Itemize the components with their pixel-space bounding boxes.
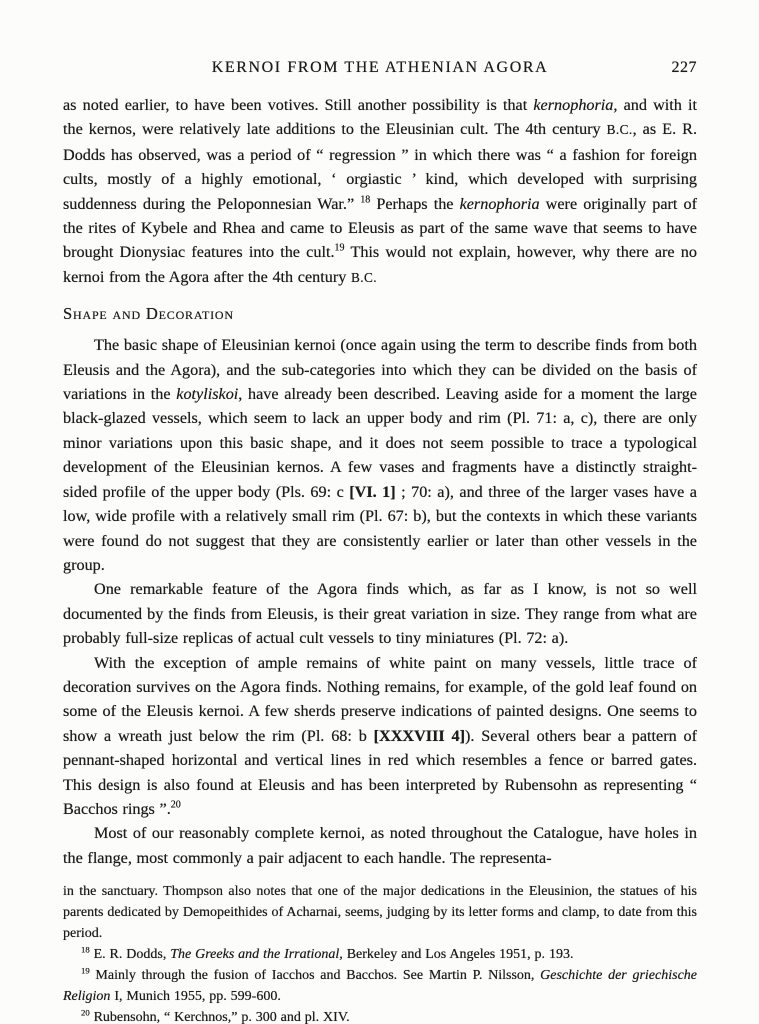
text-run: as noted earlier, to have been votives. Still another possibility is that <box>63 96 534 114</box>
text-run: This would not explain, however, why there are no kernoi from the Agora after the 4th century <box>63 243 697 286</box>
body-paragraph <box>63 651 697 822</box>
text-run: Rubensohn, “ Kerchnos,” p. 300 and pl. XIV. <box>89 1010 350 1024</box>
running-header-title: KERNOI FROM THE ATHENIAN AGORA <box>211 59 549 76</box>
footnote-reference: 18 <box>81 944 90 955</box>
page-number: 227 <box>671 59 697 76</box>
text-run: [VI. 1] <box>349 482 396 501</box>
text-run: kernophoria, <box>533 96 618 114</box>
page-content <box>63 58 697 1024</box>
text-run: Perhaps the <box>370 194 460 213</box>
footnotes-section <box>63 881 697 1024</box>
text-run: One remarkable feature of the Agora finds which, as far as I know, is not so well documented by the finds from Eleusis, is their great variation in size. They range from what are probably full-size replicas of actual cult vessels to tiny miniatures (Pl. 72: a). <box>63 580 697 648</box>
text-run: B.C. <box>350 269 377 285</box>
footnote-reference: 20 <box>170 799 181 811</box>
text-run: in the sanctuary. Thompson also notes that one of the major dedications in the Eleusinion, the statues of his parents dedicated by Demopeithides of Acharnai, seems, judging by its letter forms and clamp, to date from this period. <box>63 884 697 942</box>
footnote-reference: 19 <box>81 965 90 976</box>
text-run: [XXXVIII 4] <box>373 726 466 745</box>
text-run: kernophoria <box>459 194 540 213</box>
body-paragraph <box>63 577 697 650</box>
text-run: I, Munich 1955, pp. 599-600. <box>110 989 281 1005</box>
text-run: E. R. Dodds, <box>89 947 171 963</box>
running-header <box>63 58 697 78</box>
text-run: Most of our reasonably complete kernoi, as noted throughout the Catalogue, have holes in the flange, most commonly a pair adjacent to each handle. The representa- <box>63 824 697 867</box>
footnote <box>63 881 697 944</box>
text-run: , as E. R. Dodds has observed, was a period of “ regression ” in which there was “ a fashion for foreign cults, mostly of a highly emotional, ‘ orgiastic ’ kind, which developed with surprising suddenness during the Peloponnesian War.” <box>63 120 697 213</box>
footnote-reference: 19 <box>334 243 345 255</box>
document-body <box>63 93 697 870</box>
text-run: ). Several others bear a pattern of pennant-shaped horizontal and vertical lines in red which resembles a fence or barred gates. This design is also found at Eleusis and has been interpreted by Rubensohn as representing “ Bacchos rings ”. <box>63 726 698 818</box>
text-run: Mainly through the fusion of Iacchos and Bacchos. See Martin P. Nilsson, <box>89 968 541 984</box>
text-run: ; 70: a), and three of the larger vases have a low, wide profile with a relatively small rim (Pl. 67: b), but the contexts in which these variants were found do not suggest that they are consistently earlier or later than other vessels in the group. <box>63 482 697 574</box>
text-run: Berkeley and Los Angeles 1951, p. 193. <box>342 947 574 963</box>
footnote-reference: 18 <box>360 194 371 206</box>
footnote-reference: 20 <box>81 1007 90 1018</box>
footnote <box>63 1007 697 1024</box>
text-run: kotyliskoi <box>176 385 239 404</box>
text-run: The basic shape of Eleusinian kernoi (once again using the term to describe finds from both Eleusis and the Agora), and the sub-categories into which they can be divided on the basis of variations in the <box>63 336 697 404</box>
text-run: B.C. <box>606 122 633 138</box>
section-heading: Shape and Decoration <box>63 304 234 324</box>
text-run: Geschichte der griechische Religion <box>63 968 698 1005</box>
body-paragraph <box>63 93 697 290</box>
text-run: , have already been described. Leaving aside for a moment the large black-glazed vessels, which seem to lack an upper body and rim (Pl. 71: a, c), there are only minor variations upon this basic shape, and it does not seem possible to trace a typological development of the Eleusinian kernos. A few vases and fragments have a distinctly straight-sided profile of the upper body (Pls. 69: c <box>63 385 697 501</box>
text-run: and with it the kernos, were relatively late additions to the Eleusinian cult. The 4th century <box>63 96 698 139</box>
text-run: were originally part of the rites of Kybele and Rhea and came to Eleusis as part of the same wave that seems to have brought Dionysiac features into the cult. <box>63 194 697 262</box>
footnote <box>63 965 697 1007</box>
body-paragraph <box>63 333 697 577</box>
text-run: The Greeks and the Irrational, <box>170 947 343 963</box>
text-run: With the exception of ample remains of white paint on many vessels, little trace of decoration survives on the Agora finds. Nothing remains, for example, of the gold leaf found on some of the Eleusis kernoi. A few sherds preserve indications of painted designs. One seems to show a wreath just below the rim (Pl. 68: b <box>63 653 697 745</box>
footnote <box>63 944 697 965</box>
body-paragraph <box>63 821 697 870</box>
